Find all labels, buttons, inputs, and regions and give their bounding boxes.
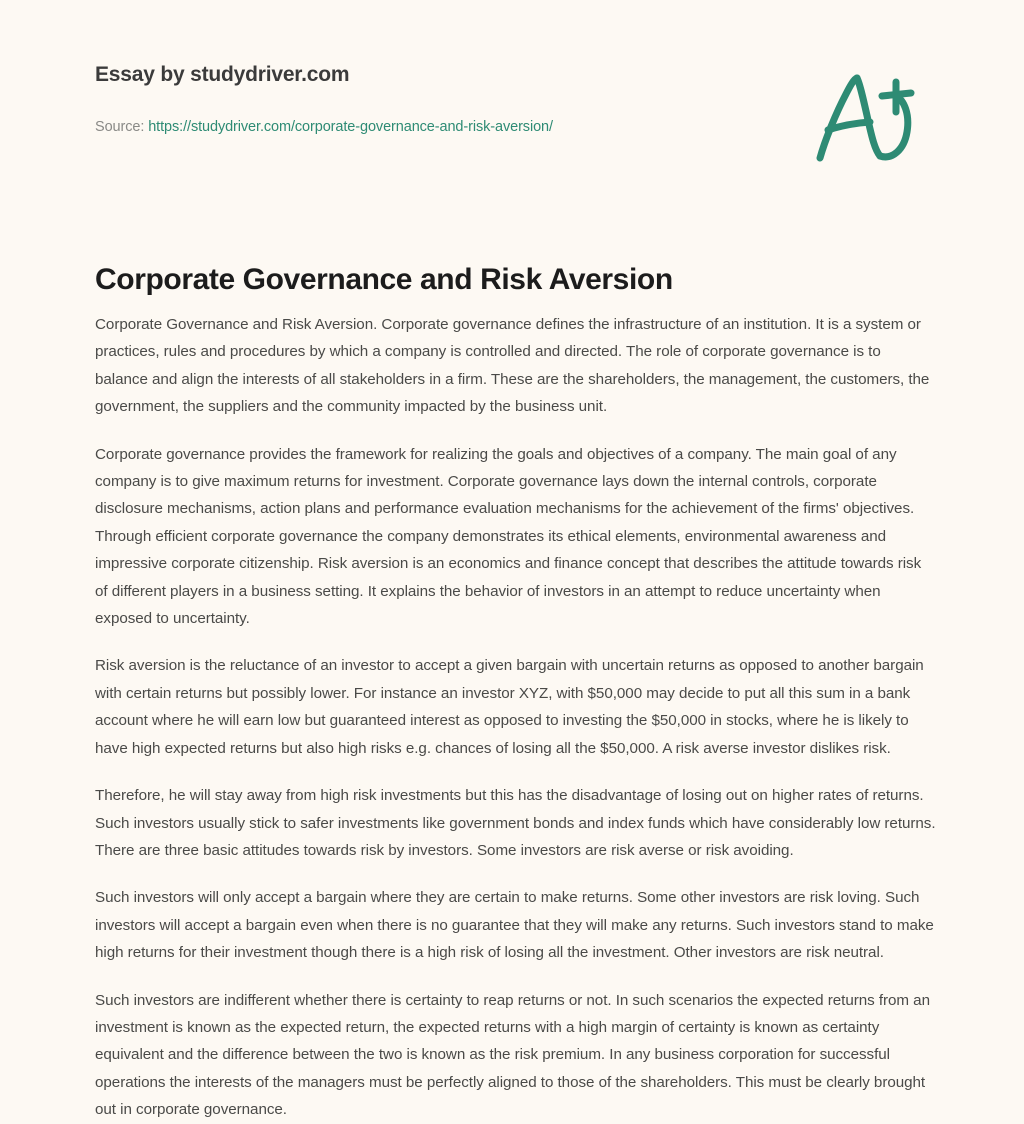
document-header — [0, 0, 1024, 190]
source-line — [95, 119, 553, 135]
source-url-link[interactable]: https://studydriver.com/corporate-governance-and-risk-aversion/ — [148, 119, 553, 135]
paragraph: Therefore, he will stay away from high risk investments but this has the disadvantage of losing out on higher rates of returns. Such investors usually stick to safer investments like government bonds and index funds which have considerably low returns. There are three basic attitudes towards risk by investors. Some investors are risk averse or risk avoiding. — [95, 787, 936, 859]
paragraph: Such investors are indifferent whether there is certainty to reap returns or not. In such scenarios the expected returns from an investment is known as the expected return, the expected returns with a high margin of certainty is known as certainty equivalent and the difference between the two is known as the risk premium. In any business corporation for successful operations the interests of the managers must be perfectly aligned to those of the shareholders. This must be clearly brought out in corporate governance. — [95, 991, 930, 1119]
page-title: Corporate Governance and Risk Aversion — [95, 263, 673, 297]
paragraph: Corporate Governance and Risk Aversion. Corporate governance defines the infrastructure of an institution. It is a system or practices, rules and procedures by which a company is controlled and directed. The role of corporate governance is to balance and align the interests of all stakeholders in a firm. These are the shareholders, the management, the customers, the government, the suppliers and the community impacted by the business unit. — [95, 316, 930, 416]
brand-byline: Essay by studydriver.com — [95, 63, 350, 86]
a-plus-logo-icon — [812, 68, 932, 168]
essay-body — [95, 311, 937, 1124]
source-label: Source: — [95, 119, 145, 135]
a-plus-logo — [812, 68, 932, 168]
paragraph: Such investors will only accept a bargain where they are certain to make returns. Some other investors are risk loving. Such investors will accept a bargain even when there is no guarantee that they will make any returns. Such investors stand to make high returns for their investment though there is a high risk of losing all the investment. Other investors are risk neutral. — [95, 889, 934, 962]
paragraph: Risk aversion is the reluctance of an investor to accept a given bargain with uncertain returns as opposed to another bargain with certain returns but possibly lower. For instance an investor XYZ, with $50,000 may decide to put all this sum in a bank account where he will earn low but guaranteed interest as opposed to investing the $50,000 in stocks, where he is likely to have high expected returns but also high risks e.g. chances of losing all the $50,000. A risk averse investor dislikes risk. — [95, 657, 924, 757]
paragraph: Corporate governance provides the framework for realizing the goals and objectives of a company. The main goal of any company is to give maximum returns for investment. Corporate governance lays down the internal controls, corporate disclosure mechanisms, action plans and performance evaluation mechanisms for the achievement of the firms' objectives. Through efficient corporate governance the company demonstrates its ethical elements, environmental awareness and impressive corporate citizenship. Risk aversion is an economics and finance concept that describes the attitude towards risk of different players in a business setting. It explains the behavior of investors in an attempt to reduce uncertainty when exposed to uncertainty. — [95, 445, 922, 628]
